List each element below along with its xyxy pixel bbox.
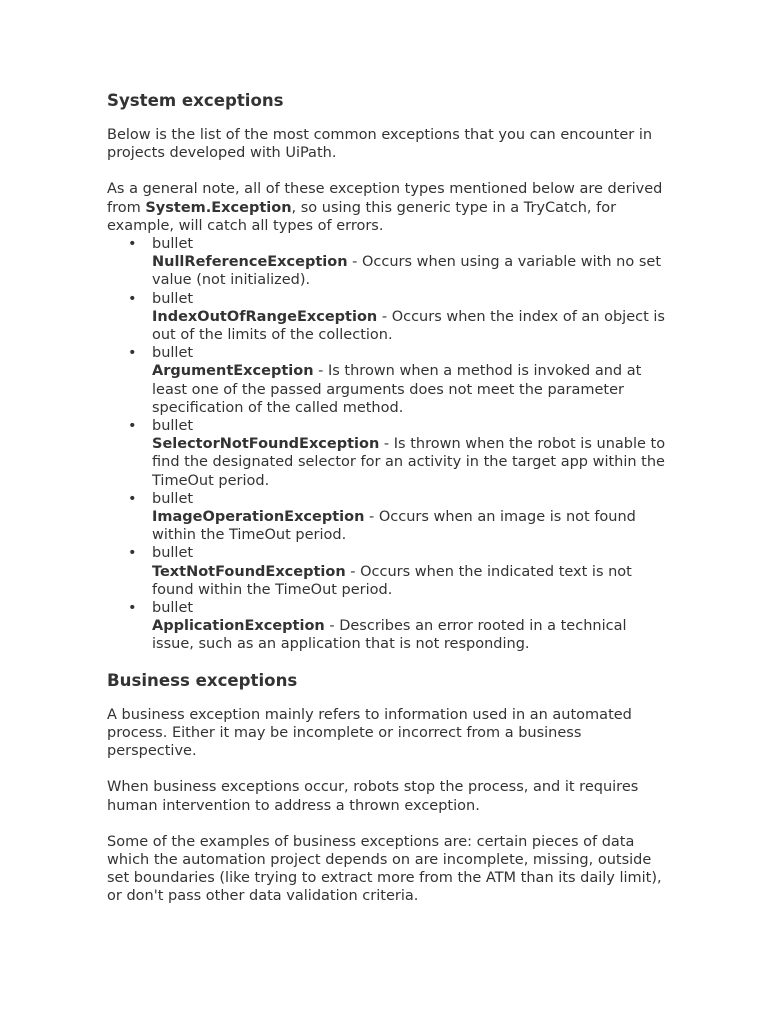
bullet-marker: bullet xyxy=(152,345,194,362)
business-paragraph-1: A business exception mainly refers to information used in an automated process. Either it may be incomplete or incorrect from a business perspective. xyxy=(107,706,632,760)
list-item xyxy=(128,235,667,290)
exception-name: ApplicationException xyxy=(152,618,325,635)
exception-entry xyxy=(152,563,667,599)
bullet-marker: bullet xyxy=(152,600,194,617)
exception-list xyxy=(107,235,667,654)
bullet-marker: bullet xyxy=(152,236,194,253)
exception-entry xyxy=(152,253,667,289)
exception-entry xyxy=(152,308,667,344)
bullet-icon: • xyxy=(128,545,137,562)
exception-description: - Occurs when the index of an object is out of the limits of the collection. xyxy=(152,308,665,344)
exception-name: SelectorNotFoundException xyxy=(152,436,380,453)
exception-name: TextNotFoundException xyxy=(152,563,346,580)
exception-description: - Is thrown when a method is invoked and at least one of the passed arguments does not meet the parameter specification of the called method. xyxy=(152,363,642,416)
list-item xyxy=(128,417,667,490)
exception-name: ArgumentException xyxy=(152,363,314,380)
exception-entry xyxy=(152,362,667,417)
bullet-icon: • xyxy=(128,490,137,507)
exception-description: - Occurs when using a variable with no set value (not initialized). xyxy=(152,254,662,289)
system-exceptions-heading: System exceptions xyxy=(107,91,284,110)
system-note-paragraph xyxy=(107,180,667,235)
bullet-marker: bullet xyxy=(152,290,194,307)
note-text-after: , so using this generic type in a TryCatch, for example, will catch all types of errors. xyxy=(107,199,617,234)
document-page xyxy=(107,90,667,924)
exception-entry xyxy=(152,435,667,490)
bullet-icon: • xyxy=(128,600,137,617)
bullet-icon: • xyxy=(128,290,137,307)
bullet-icon: • xyxy=(128,345,137,362)
exception-description: - Describes an error rooted in a technical issue, such as an application that is not responding. xyxy=(152,618,627,653)
list-item xyxy=(128,290,667,345)
exception-description: - Is thrown when the robot is unable to find the designated selector for an activity in the target app within the TimeOut period. xyxy=(152,436,666,489)
business-exceptions-heading: Business exceptions xyxy=(107,670,298,690)
business-paragraph-2: When business exceptions occur, robots stop the process, and it requires human intervention to address a thrown exception. xyxy=(107,779,639,814)
exception-name: ImageOperationException xyxy=(152,509,365,526)
exception-description: - Occurs when an image is not found within the TimeOut period. xyxy=(152,509,636,544)
bullet-marker: bullet xyxy=(152,545,194,562)
note-text-before: As a general note, all of these exception types mentioned below are derived from xyxy=(107,181,663,216)
system-intro-paragraph: Below is the list of the most common exceptions that you can encounter in projects developed with UiPath. xyxy=(107,127,653,162)
bullet-marker: bullet xyxy=(152,490,194,507)
exception-description: - Occurs when the indicated text is not found within the TimeOut period. xyxy=(152,563,632,598)
bullet-icon: • xyxy=(128,418,137,435)
exception-name: IndexOutOfRangeException xyxy=(152,308,378,325)
bullet-icon: • xyxy=(128,236,137,253)
list-item xyxy=(128,599,667,654)
system-exception-type: System.Exception xyxy=(145,199,292,216)
exception-entry xyxy=(152,617,667,653)
bullet-marker: bullet xyxy=(152,418,194,435)
exception-entry xyxy=(152,508,667,544)
list-item xyxy=(128,490,667,545)
list-item xyxy=(128,544,667,599)
list-item xyxy=(128,344,667,417)
exception-name: NullReferenceException xyxy=(152,254,348,271)
business-paragraph-3: Some of the examples of business exceptions are: certain pieces of data which the automation project depends on are incomplete, missing, outside set boundaries (like trying to extract more from the ATM than its daily limit), or don't pass other data validation criteria. xyxy=(107,833,662,905)
